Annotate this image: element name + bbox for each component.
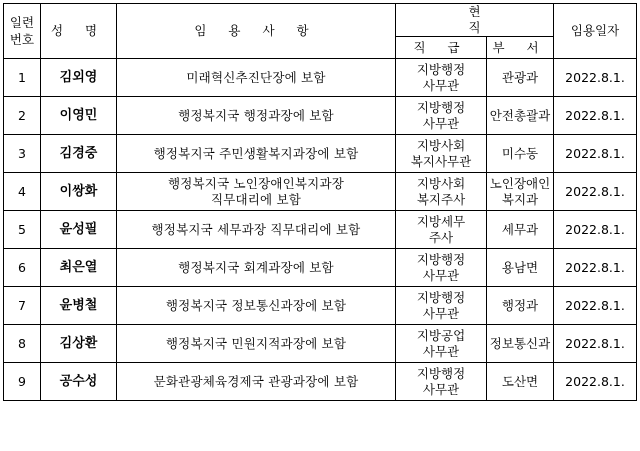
row-appointment-duty xyxy=(117,249,396,287)
row-appointment-date: 2022.8.1. xyxy=(554,135,637,173)
duty-line: 직무대리에 보함 xyxy=(210,191,302,207)
row-appointment-duty xyxy=(117,287,396,325)
row-appointment-duty xyxy=(117,59,396,97)
row-rank xyxy=(396,59,487,97)
row-appointment-date: 2022.8.1. xyxy=(554,97,637,135)
row-appointment-duty xyxy=(117,135,396,173)
row-department xyxy=(487,363,554,401)
row-department xyxy=(487,249,554,287)
header-name: 성 명 xyxy=(41,4,117,59)
row-appointment-date: 2022.8.1. xyxy=(554,287,637,325)
table-row xyxy=(4,249,637,287)
duty-line: 문화관광체육경제국 관광과장에 보함 xyxy=(153,373,359,389)
header-serial-no-line1: 일련 xyxy=(9,15,35,30)
table-row xyxy=(4,97,637,135)
row-rank xyxy=(396,325,487,363)
row-person-name: 최은열 xyxy=(41,249,117,287)
row-serial-no: 2 xyxy=(4,97,41,135)
duty-line: 행정복지국 주민생활복지과장에 보함 xyxy=(153,145,359,161)
duty-line: 미래혁신추진단장에 보함 xyxy=(186,69,326,85)
row-appointment-date: 2022.8.1. xyxy=(554,173,637,211)
rank-line: 지방행정 xyxy=(416,365,466,381)
table-row xyxy=(4,287,637,325)
row-person-name: 김외영 xyxy=(41,59,117,97)
row-serial-no: 6 xyxy=(4,249,41,287)
header-serial-no xyxy=(4,4,41,59)
duty-line: 행정복지국 세무과장 직무대리에 보함 xyxy=(151,221,361,237)
header-department: 부 서 xyxy=(487,37,554,59)
row-appointment-duty xyxy=(117,211,396,249)
table-row xyxy=(4,363,637,401)
row-rank xyxy=(396,97,487,135)
rank-line: 복지주사 xyxy=(416,191,466,207)
row-appointment-date: 2022.8.1. xyxy=(554,325,637,363)
appointment-table xyxy=(3,3,637,401)
header-duty: 임 용 사 항 xyxy=(117,4,396,59)
row-appointment-date: 2022.8.1. xyxy=(554,249,637,287)
row-appointment-duty xyxy=(117,325,396,363)
rank-line: 지방행정 xyxy=(416,289,466,305)
row-appointment-duty xyxy=(117,97,396,135)
duty-line: 행정복지국 회계과장에 보함 xyxy=(178,259,334,275)
table-row xyxy=(4,135,637,173)
row-person-name: 윤병철 xyxy=(41,287,117,325)
row-rank xyxy=(396,363,487,401)
row-person-name: 윤성필 xyxy=(41,211,117,249)
header-serial-no-line2: 번호 xyxy=(9,32,35,47)
row-rank xyxy=(396,249,487,287)
department-line: 안전총괄과 xyxy=(489,107,551,123)
row-serial-no: 8 xyxy=(4,325,41,363)
row-person-name: 김경중 xyxy=(41,135,117,173)
row-department xyxy=(487,211,554,249)
department-line: 용남면 xyxy=(501,259,539,275)
row-department xyxy=(487,173,554,211)
duty-line: 행정복지국 정보통신과장에 보함 xyxy=(165,297,347,313)
table-row xyxy=(4,211,637,249)
department-line: 정보통신과 xyxy=(489,335,551,351)
duty-line: 행정복지국 민원지적과장에 보함 xyxy=(165,335,347,351)
row-serial-no: 5 xyxy=(4,211,41,249)
header-appointment-date: 임용일자 xyxy=(554,4,637,59)
row-appointment-date: 2022.8.1. xyxy=(554,211,637,249)
rank-line: 사무관 xyxy=(422,381,460,397)
rank-line: 사무관 xyxy=(422,115,460,131)
department-line: 복지과 xyxy=(501,191,539,207)
rank-line: 복지사무관 xyxy=(410,153,472,169)
department-line: 관광과 xyxy=(501,69,539,85)
appointment-document xyxy=(3,3,637,401)
row-serial-no: 1 xyxy=(4,59,41,97)
table-body xyxy=(4,59,637,401)
row-rank xyxy=(396,287,487,325)
department-line: 세무과 xyxy=(501,221,539,237)
row-department xyxy=(487,135,554,173)
row-department xyxy=(487,59,554,97)
rank-line: 지방행정 xyxy=(416,61,466,77)
rank-line: 사무관 xyxy=(422,305,460,321)
row-person-name: 이쌍화 xyxy=(41,173,117,211)
department-line: 노인장애인 xyxy=(489,175,551,191)
rank-line: 지방행정 xyxy=(416,251,466,267)
row-appointment-date: 2022.8.1. xyxy=(554,363,637,401)
row-rank xyxy=(396,135,487,173)
rank-line: 지방사회 xyxy=(416,175,466,191)
row-rank xyxy=(396,211,487,249)
row-rank xyxy=(396,173,487,211)
header-current-position: 현 직 xyxy=(396,4,554,37)
row-appointment-duty xyxy=(117,173,396,211)
table-row xyxy=(4,325,637,363)
row-person-name: 김상환 xyxy=(41,325,117,363)
rank-line: 지방공업 xyxy=(416,327,466,343)
row-serial-no: 3 xyxy=(4,135,41,173)
table-row xyxy=(4,59,637,97)
row-person-name: 이영민 xyxy=(41,97,117,135)
rank-line: 지방행정 xyxy=(416,99,466,115)
row-serial-no: 4 xyxy=(4,173,41,211)
department-line: 행정과 xyxy=(501,297,539,313)
rank-line: 사무관 xyxy=(422,267,460,283)
department-line: 도산면 xyxy=(501,373,539,389)
rank-line: 지방세무 xyxy=(416,213,466,229)
rank-line: 사무관 xyxy=(422,77,460,93)
row-appointment-duty xyxy=(117,363,396,401)
rank-line: 사무관 xyxy=(422,343,460,359)
row-department xyxy=(487,287,554,325)
row-serial-no: 9 xyxy=(4,363,41,401)
duty-line: 행정복지국 행정과장에 보함 xyxy=(178,107,334,123)
header-rank: 직 급 xyxy=(396,37,487,59)
department-line: 미수동 xyxy=(501,145,539,161)
table-row xyxy=(4,173,637,211)
row-department xyxy=(487,97,554,135)
row-department xyxy=(487,325,554,363)
rank-line: 주사 xyxy=(428,229,454,245)
row-appointment-date: 2022.8.1. xyxy=(554,59,637,97)
rank-line: 지방사회 xyxy=(416,137,466,153)
row-person-name: 공수성 xyxy=(41,363,117,401)
row-serial-no: 7 xyxy=(4,287,41,325)
duty-line: 행정복지국 노인장애인복지과장 xyxy=(167,175,345,191)
